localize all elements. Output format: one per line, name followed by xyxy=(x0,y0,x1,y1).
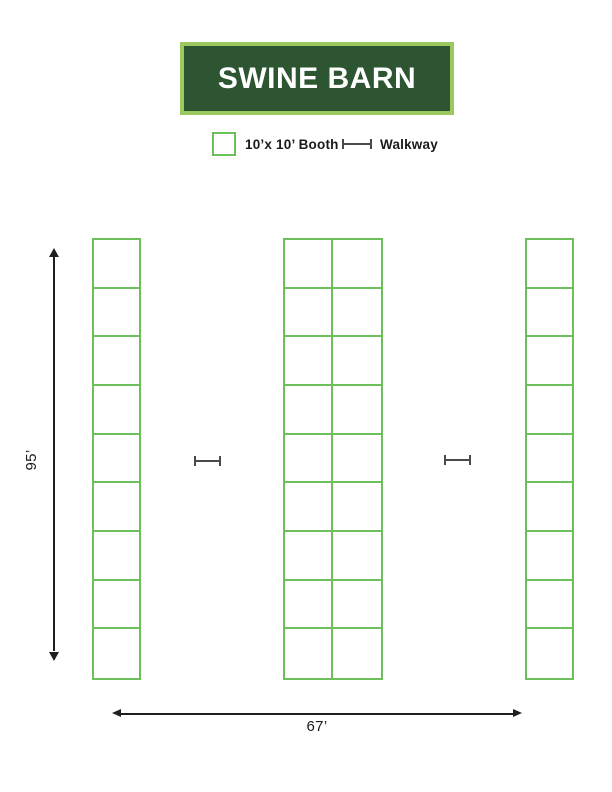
booth-cell xyxy=(94,337,139,386)
arrow-down-icon xyxy=(49,652,59,661)
booth-cell xyxy=(285,386,333,435)
walkway-cap-icon xyxy=(219,456,221,466)
booth-cell xyxy=(333,532,381,581)
booth-swatch-icon xyxy=(212,132,236,156)
booth-column-right xyxy=(525,238,574,680)
booth-cell xyxy=(94,435,139,484)
booth-cell xyxy=(285,532,333,581)
booth-cell xyxy=(527,483,572,532)
booth-cell xyxy=(527,240,572,289)
booth-cell xyxy=(285,483,333,532)
legend-booth-label: 10’x 10’ Booth xyxy=(245,137,339,152)
booth-cell xyxy=(527,629,572,678)
height-dimension-label: 95’ xyxy=(23,449,40,471)
walkway-bar-icon xyxy=(194,460,221,462)
booth-cell xyxy=(94,240,139,289)
walkway-cap-icon xyxy=(469,455,471,465)
booth-cell xyxy=(333,435,381,484)
booth-cell xyxy=(285,240,333,289)
booth-cell xyxy=(527,581,572,630)
booth-cell xyxy=(94,581,139,630)
booth-column-center xyxy=(283,238,383,680)
booth-cell xyxy=(285,629,333,678)
arrow-left-icon xyxy=(112,709,121,717)
booth-cell xyxy=(333,386,381,435)
booth-cell xyxy=(94,386,139,435)
booth-cell xyxy=(285,581,333,630)
booth-cell xyxy=(94,289,139,338)
booth-cell xyxy=(333,289,381,338)
booth-cell xyxy=(94,629,139,678)
walkway-icon xyxy=(342,139,372,149)
booth-cell xyxy=(333,240,381,289)
page-title: SWINE BARN xyxy=(217,61,417,95)
booth-cell xyxy=(94,532,139,581)
booth-cell xyxy=(285,435,333,484)
walkway-bar-icon xyxy=(342,143,372,145)
booth-cell xyxy=(527,337,572,386)
booth-cell xyxy=(527,532,572,581)
width-dimension-label: 67’ xyxy=(306,718,328,735)
booth-cell xyxy=(333,483,381,532)
walkway-icon xyxy=(194,456,221,466)
booth-cell xyxy=(527,435,572,484)
booth-cell xyxy=(285,289,333,338)
arrow-up-icon xyxy=(49,248,59,257)
header-box xyxy=(180,42,454,115)
booth-cell xyxy=(527,386,572,435)
booth-cell xyxy=(333,581,381,630)
booth-cell xyxy=(94,483,139,532)
walkway-bar-icon xyxy=(444,459,471,461)
horizontal-dimension-line xyxy=(120,713,514,715)
booth-column-left xyxy=(92,238,141,680)
vertical-dimension-line xyxy=(53,255,55,651)
arrow-right-icon xyxy=(513,709,522,717)
walkway-icon xyxy=(444,455,471,465)
booth-cell xyxy=(333,337,381,386)
booth-cell xyxy=(527,289,572,338)
booth-cell xyxy=(285,337,333,386)
booth-cell xyxy=(333,629,381,678)
legend-walkway-label: Walkway xyxy=(380,137,438,152)
walkway-cap-icon xyxy=(370,139,372,149)
